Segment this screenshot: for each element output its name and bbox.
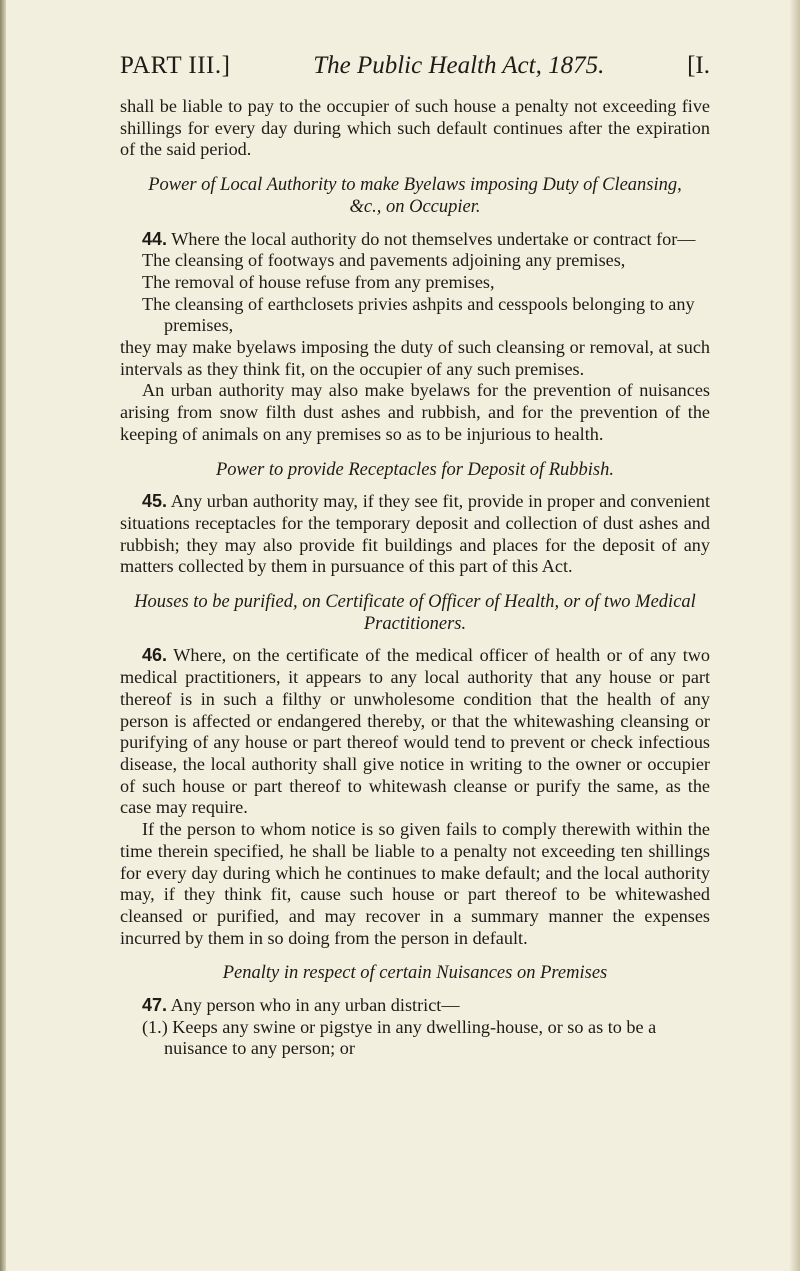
section-46-paragraph-2: If the person to whom notice is so given fails to comply therewith within the time therein specified, he shall be liable to a penalty not exceeding ten shillings for every day during which he continues to make default; and the local authority may, if they think fit, cause such house or part thereof to be whitewashed cleansed or purified, and may recover in a summary manner the expenses incurred by them in so doing from the person in default. <box>120 819 710 948</box>
section-44-heading: Power of Local Authority to make Byelaws imposing Duty of Cleansing, &c., on Occupier. <box>148 175 682 217</box>
running-head-section: [I. <box>687 52 710 79</box>
page-edge-right <box>790 0 800 1271</box>
section-47-number: 47. <box>142 995 168 1016</box>
section-46-text <box>120 645 710 819</box>
section-47-heading: Penalty in respect of certain Nuisances on Premises <box>222 963 608 984</box>
section-44-intro-text: Where the local authority do not themselves undertake or contract for— <box>171 228 696 249</box>
section-44-intro <box>120 229 710 251</box>
section-45-heading: Power to provide Receptacles for Deposit of Rubbish. <box>215 459 615 480</box>
running-head-title: The Public Health Act, 1875. <box>313 52 605 79</box>
section-45-text <box>120 491 710 578</box>
section-47-intro-text: Any person who in any urban district— <box>170 995 460 1016</box>
section-45-number: 45. <box>142 491 168 512</box>
page-edge-left <box>0 0 6 1271</box>
section-44-item-3: The cleansing of earthclosets privies ashpits and cesspools belonging to any premises, <box>142 293 695 336</box>
opening-paragraph: shall be liable to pay to the occupier of such house a penalty not exceeding five shillings for every day during which such default continues after the expiration of the said period. <box>120 96 710 160</box>
section-44-paragraph-2: An urban authority may also make byelaws for the prevention of nuisances arising from snow filth dust ashes and rubbish, and for the prevention of the keeping of animals on any premises so as to be injurious to health. <box>120 380 710 444</box>
section-46-heading: Houses to be purified, on Certificate of Officer of Health, or of two Medical Practitioners. <box>134 592 696 634</box>
section-44-number: 44. <box>142 228 168 249</box>
section-46-number: 46. <box>142 645 168 666</box>
running-head <box>120 52 710 80</box>
document-page <box>120 52 710 1060</box>
section-47-intro <box>120 995 710 1017</box>
running-head-part: PART III.] <box>120 52 231 79</box>
section-46-body: Where, on the certificate of the medical officer of health or of any two medical practitioners, it appears to any local authority that any house or part thereof is in such a filthy or unwholesome condition that the health of any person is affected or endangered thereby, or that the whitewashing cleansing or purifying of any house or part thereof would tend to prevent or check infectious disease, the local authority shall give notice in writing to the owner or occupier of such house or part thereof to whitewash cleanse or purify the same, as the case may require. <box>120 645 710 818</box>
section-44-item-2: The removal of house refuse from any premises, <box>142 271 495 292</box>
section-45-body: Any urban authority may, if they see fit, provide in proper and convenient situations receptacles for the temporary deposit and collection of dust ashes and rubbish; they may also provide fit buildings and places for the deposit of any matters collected by them in pursuance of this part of this Act. <box>120 491 710 577</box>
section-47-item-1: (1.) Keeps any swine or pigstye in any dwelling-house, or so as to be a nuisance to any person; or <box>142 1016 657 1059</box>
section-44-item-1: The cleansing of footways and pavements adjoining any premises, <box>142 250 626 271</box>
section-44-continuation: they may make byelaws imposing the duty of such cleansing or removal, at such intervals as they think fit, on the occupier of any such premises. <box>120 337 710 379</box>
